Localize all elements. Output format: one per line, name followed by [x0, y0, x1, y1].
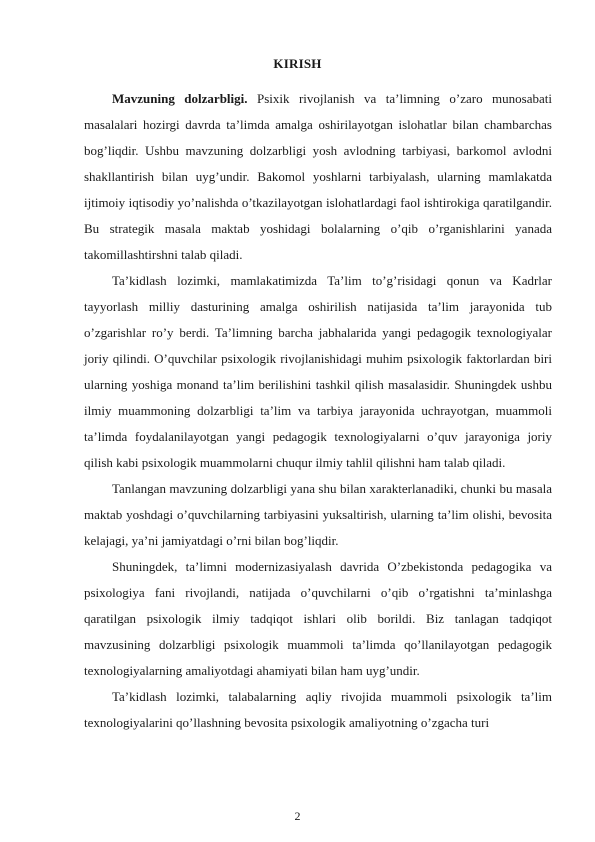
document-body — [84, 86, 552, 736]
paragraph-topic-choice — [84, 476, 552, 554]
paragraph-text: Ta’kidlash lozimki, mamlakatimizda Ta’lim to’g’risidagi qonun va Kadrlar tayyorlash milliy dasturining amalga oshirilish natijasida ta’lim jarayonida tub o’zgarishlar ro’y berdi. Ta’limning barcha jabhalarida yangi pedagogik texnologiyalar joriy qilindi. O’quvchilar psixologik rivojlanishidagi muhim psixologik faktorlardan biri ularning yoshiga monand ta’lim berilishini tashkil qilish masalasidir. Shuningdek ushbu ilmiy muammoning dolzarbligi ta’lim va tarbiya jarayonida uchrayotgan, muammoli ta’limda foydalanilayotgan yangi pedagogik texnologiyalarni o’quv jarayoniga joriy qilish kabi psixologik muammolarni chuqur ilmiy tahlil qilishni ham talab qiladi. — [84, 273, 552, 470]
paragraph-relevance — [84, 86, 552, 268]
paragraph-continuation — [84, 684, 552, 736]
page-title: KIRISH — [273, 56, 322, 71]
paragraph-lead: Mavzuning dolzarbligi. — [112, 91, 248, 106]
paragraph-modernization — [84, 554, 552, 684]
paragraph-text: Ta’kidlash lozimki, talabalarning aqliy rivojida muammoli psixologik ta’lim texnologiyalarini qo’llashning bevosita psixologik amaliyotning o’zgacha turi — [84, 689, 552, 730]
page-number: 2 — [294, 809, 301, 823]
paragraph-reforms — [84, 268, 552, 476]
paragraph-text: Tanlangan mavzuning dolzarbligi yana shu bilan xarakterlanadiki, chunki bu masala maktab yoshdagi o’quvchilarning tarbiyasini yuksaltirish, ularning ta’lim olishi, bevosita kelajagi, ya’ni jamiyatdagi o’rni bilan bog’liqdir. — [84, 481, 552, 548]
paragraph-text: Psixik rivojlanish va ta’limning o’zaro munosabati masalalari hozirgi davrda ta’limda amalga oshirilayotgan islohatlar bilan chambarchas bog’liqdir. Ushbu mavzuning dolzarbligi yosh avlodning tarbiyasi, barkomol avlodni shakllantirish bilan uyg’undir. Bakomol yoshlarni tarbiyalash, ularning mamlakatda ijtimoiy iqtisodiy yo’nalishda o’tkazilayotgan islohatlardagi faol ishtirokiga qaratilgandir. Bu strategik masala maktab yoshidagi bolalarning o’qib o’rganishlarini yanada takomillashtirshni talab qiladi. — [84, 91, 552, 262]
paragraph-text: Shuningdek, ta’limni modernizasiyalash davrida O’zbekistonda pedagogika va psixologiya fani rivojlandi, natijada o’quvchilarni o’qib o’rgatishni ta’minlashga qaratilgan psixologik ilmiy tadqiqot ishlari olib borildi. Biz tanlagan tadqiqot mavzusining dolzarbligi psixologik muammoli ta’limda qo’llanilayotgan pedagogik texnologiyalarning amaliyotdagi ahamiyati bilan ham uyg’undir. — [84, 559, 552, 678]
